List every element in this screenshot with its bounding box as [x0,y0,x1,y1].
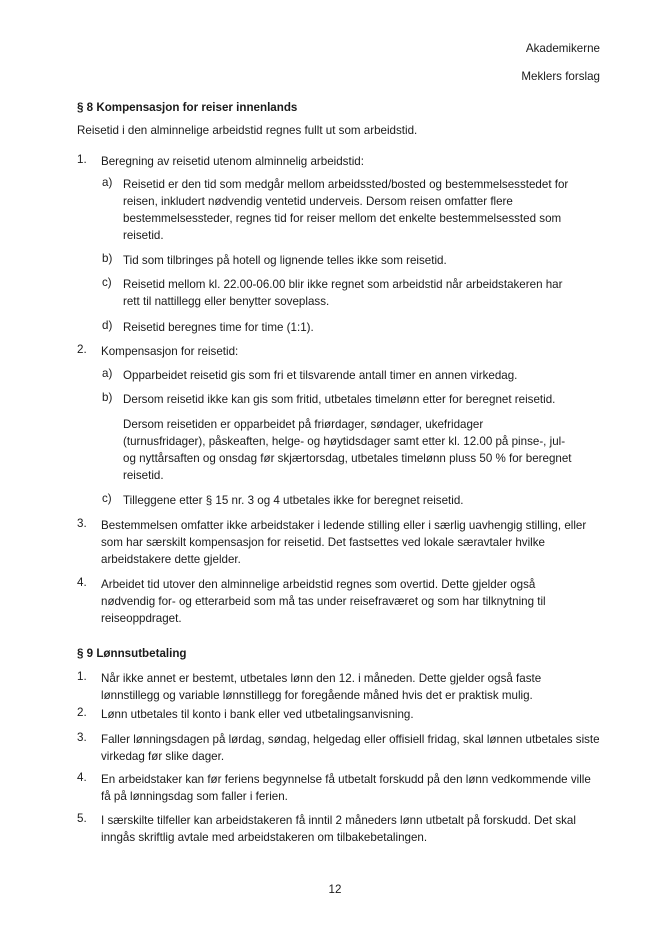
sub-marker: c) [102,276,112,289]
list-number: 2. [77,343,87,356]
list-number: 5. [77,812,87,825]
sub-marker: d) [102,319,113,332]
text-line: inngås skriftlig avtale med arbeidstakeren om tilbakebetalingen. [101,831,428,844]
text-line: Tid som tilbringes på hotell og lignende telles ikke som reisetid. [123,254,447,267]
list-item [101,670,541,704]
sub-item-1a [123,176,568,244]
sub-item-1b [123,252,447,269]
sub-marker: b) [102,252,113,265]
list-item-3 [101,517,586,568]
sub-marker: c) [102,492,112,505]
sub-item-2b-note [123,416,572,484]
text-line: Bestemmelsen omfatter ikke arbeidstaker i ledende stilling eller i særlig uavhengig stilling, eller [101,519,587,532]
list-item-4 [101,576,546,627]
text-line: reiseoppdraget. [101,612,182,625]
list-number: 4. [77,771,87,784]
list-number: 2. [77,706,87,719]
text-line: reisetid. [123,229,164,242]
list-item-text: Kompensasjon for reisetid: [101,345,239,358]
header-subtitle: Meklers forslag [521,70,600,83]
text-line: arbeidstakere dette gjelder. [101,553,241,566]
list-item [101,771,591,805]
text-line: I særskilte tilfeller kan arbeidstakeren få inntil 2 måneders lønn utbetalt på forskudd. Det skal [101,814,576,827]
sub-item-2a [123,367,517,384]
list-item-text: Beregning av reisetid utenom alminnelig arbeidstid: [101,155,364,168]
list-number: 1. [77,153,87,166]
text-line: Reisetid mellom kl. 22.00-06.00 blir ikke regnet som arbeidstid når arbeidstakeren har [123,278,563,291]
text-line: Dersom reisetiden er opparbeidet på friørdager, søndager, ukefridager [123,418,484,431]
text-line: Tilleggene etter § 15 nr. 3 og 4 utbetales ikke for beregnet reisetid. [123,494,464,507]
sub-marker: a) [102,367,113,380]
text-line: som har særskilt kompensasjon for reisetid. Det fastsettes ved lokale særavtaler hvilke [101,536,545,549]
text-line: En arbeidstaker kan før feriens begynnelse få utbetalt forskudd på den lønn vedkommende ville [101,773,591,786]
text-line: Reisetid er den tid som medgår mellom arbeidssted/bosted og bestemmelsesstedet for [123,178,569,191]
list-number: 3. [77,517,87,530]
sub-marker: a) [102,176,113,189]
text-line: Faller lønningsdagen på lørdag, søndag, helgedag eller offisiell fridag, skal lønnen utbetales siste [101,733,600,746]
text-line: reisen, inkludert nødvendig ventetid underveis. Dersom reisen omfatter flere [123,195,513,208]
text-line: få på lønningsdag som faller i ferien. [101,790,288,803]
sub-item-1c [123,276,563,310]
page-number: 12 [328,883,342,896]
list-item [101,731,600,765]
header-org: Akademikerne [525,42,600,55]
text-line: Lønn utbetales til konto i bank eller ved utbetalingsanvisning. [101,708,414,721]
text-line: og nyttårsaften og onsdag før skjærtorsdag, utbetales timelønn pluss 50 % for beregnet [123,452,572,465]
text-line: Når ikke annet er bestemt, utbetales lønn den 12. i måneden. Dette gjelder også faste [101,672,542,685]
sub-item-1d [123,319,314,336]
sub-item-2c [123,492,464,509]
list-number: 3. [77,731,87,744]
text-line: Dersom reisetid ikke kan gis som fritid, utbetales timelønn etter for beregnet reisetid. [123,393,556,406]
sub-item-2b [123,391,555,408]
text-line: rett til nattillegg eller benytter soveplass. [123,295,330,308]
text-line: (turnusfridager), påskeaften, helge- og høytidsdager samt etter kl. 12.00 på pinse-, jul- [123,435,566,448]
text-line: Arbeidet tid utover den alminnelige arbeidstid regnes som overtid. Dette gjelder også [101,578,536,591]
sub-marker: b) [102,391,113,404]
section-8-title: § 8 Kompensasjon for reiser innenlands [77,101,298,114]
text-line: lønnstillegg og variable lønnstillegg for foregående måned hvis det er praktisk mulig. [101,689,533,702]
text-line: Reisetid beregnes time for time (1:1). [123,321,314,334]
list-number: 4. [77,576,87,589]
section-8-intro: Reisetid i den alminnelige arbeidstid regnes fullt ut som arbeidstid. [77,124,418,137]
text-line: Opparbeidet reisetid gis som fri et tilsvarende antall timer en annen virkedag. [123,369,518,382]
list-item [101,812,576,846]
text-line: virkedag før slike dager. [101,750,225,763]
text-line: nødvendig for- og etterarbeid som må tas under reisefraværet og som har tilknytning til [101,595,546,608]
text-line: reisetid. [123,469,164,482]
text-line: bestemmelsessteder, regnes tid for reiser mellom det enkelte bestemmelsessted som [123,212,562,225]
list-number: 1. [77,670,87,683]
section-9-title: § 9 Lønnsutbetaling [77,647,187,660]
list-item [101,706,414,723]
